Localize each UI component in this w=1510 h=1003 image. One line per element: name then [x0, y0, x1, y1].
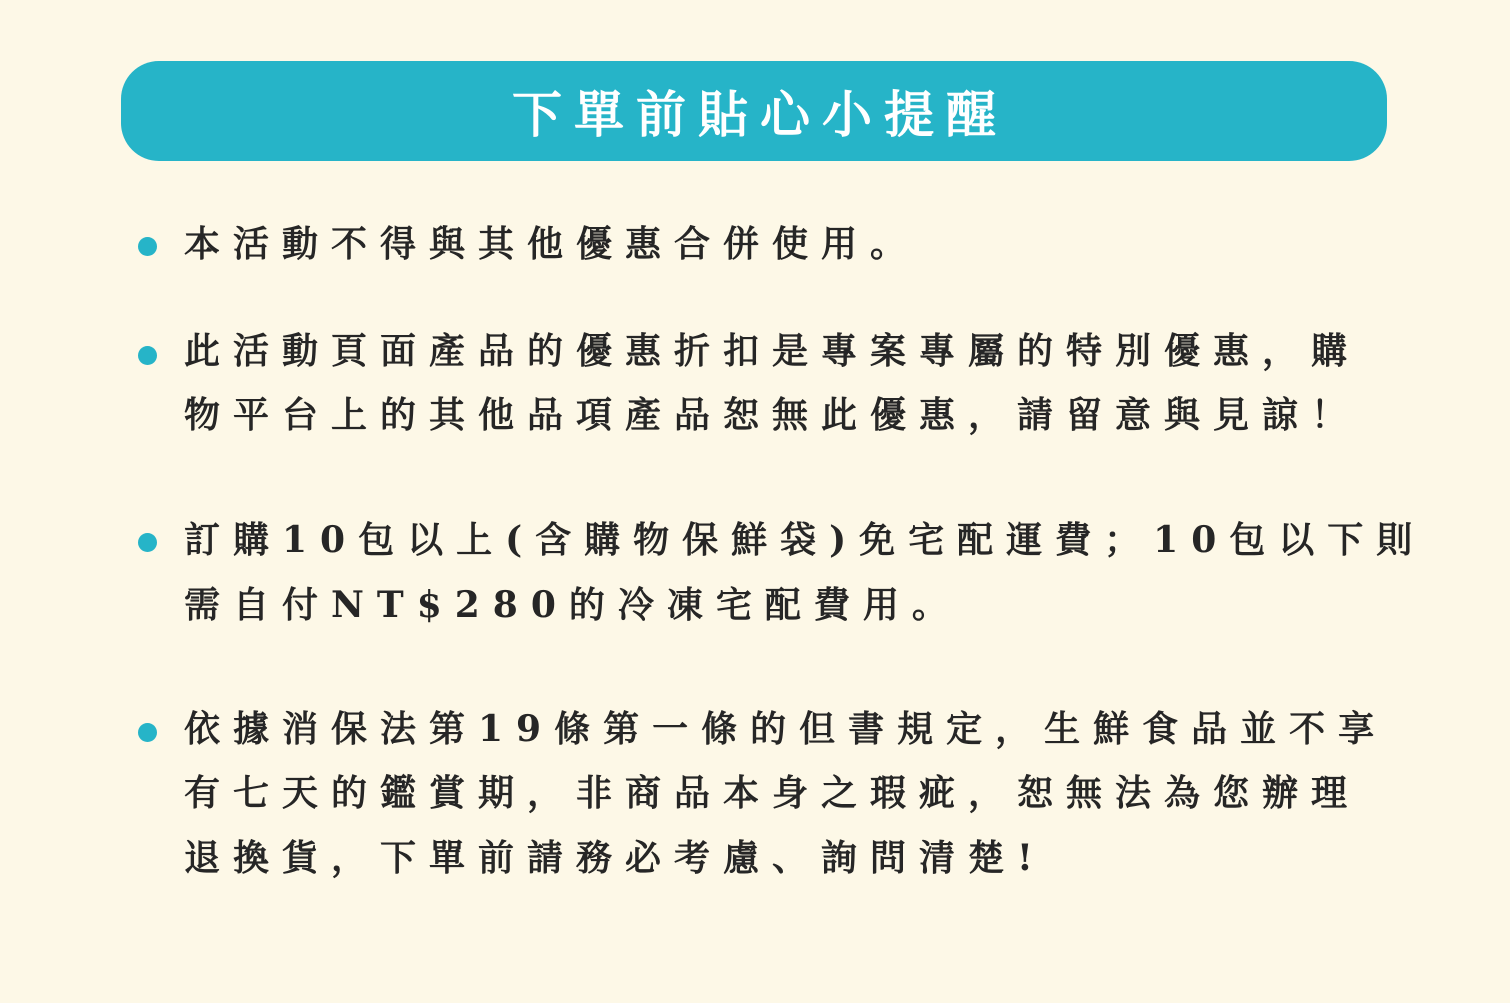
notice-4-line-1: 依據消保法第19條第一條的但書規定，生鮮食品並不享 [184, 708, 1388, 750]
notice-2-line-1: 此活動頁面產品的優惠折扣是專案專屬的特別優惠，購 [184, 330, 1361, 372]
bullet-dot-icon [138, 346, 157, 365]
reminder-banner [121, 61, 1387, 161]
notice-3-line-2: 需自付NT$280的冷凍宅配費用。 [184, 584, 961, 626]
bullet-dot-icon [138, 237, 157, 256]
notice-1-line-1: 本活動不得與其他優惠合併使用。 [184, 223, 920, 265]
notice-4-line-3: 退換貨，下單前請務必考慮、詢問清楚! [184, 837, 1046, 879]
notice-4-line-2: 有七天的鑑賞期，非商品本身之瑕疵，恕無法為您辦理 [184, 772, 1361, 814]
banner-title: 下單前貼心小提醒 [512, 85, 1008, 144]
bullet-dot-icon [138, 723, 157, 742]
bullet-dot-icon [138, 533, 157, 552]
notice-3-line-1: 訂購10包以上(含購物保鮮袋)免宅配運費；10包以下則 [184, 519, 1426, 561]
notice-2-line-2: 物平台上的其他品項產品恕無此優惠，請留意與見諒！ [184, 394, 1361, 436]
